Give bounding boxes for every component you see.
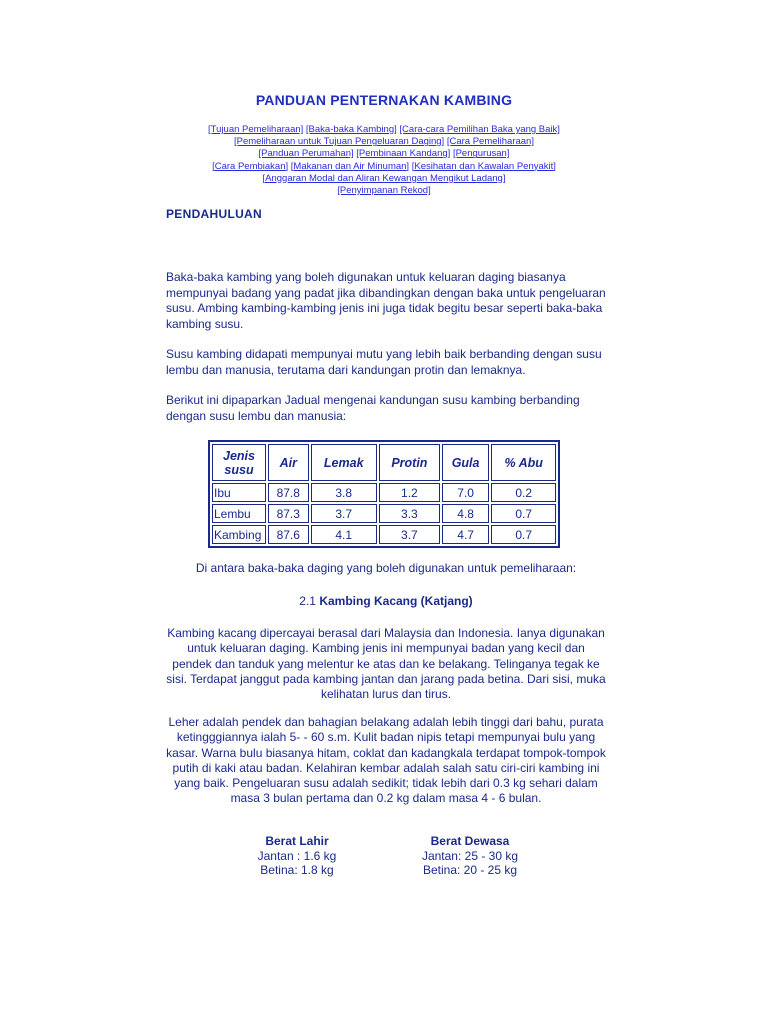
table-cell: 4.1	[311, 525, 377, 544]
nav-row	[0, 124, 768, 136]
column-header: Gula	[442, 444, 490, 481]
breed-heading	[166, 594, 606, 609]
birth-weight	[197, 834, 397, 878]
table-header-row	[212, 444, 556, 481]
table-cell: 0.7	[491, 504, 556, 523]
milk-composition-table	[208, 440, 560, 548]
table-cell: Kambing	[212, 525, 266, 544]
adult-weight-heading: Berat Dewasa	[430, 834, 510, 848]
table-cell: 1.2	[379, 483, 440, 502]
nav-row	[0, 173, 768, 185]
page-title: PANDUAN PENTERNAKAN KAMBING	[255, 92, 513, 108]
table-cell: 87.8	[268, 483, 309, 502]
breed-number: 2.1	[299, 594, 316, 608]
birth-weight-heading: Berat Lahir	[265, 834, 329, 848]
link-makanan-air[interactable]: [Makanan dan Air Minuman]	[290, 160, 410, 172]
table-row	[212, 483, 556, 502]
column-header: % Abu	[491, 444, 556, 481]
column-header: Air	[268, 444, 309, 481]
birth-weight-female: Betina: 1.8 kg	[260, 863, 334, 877]
table-cell: 4.8	[442, 504, 490, 523]
paragraph-intro: Baka-baka kambing yang boleh digunakan untuk keluaran daging biasanya mempunyai badang yang padat jika dibandingkan dengan baka untuk pengeluaran susu. Ambing kambing-kambing jenis ini juga tidak begitu besar seperti baka-baka kambing susu.	[166, 270, 606, 331]
link-pembinaan-kandang[interactable]: [Pembinaan Kandang]	[356, 148, 451, 160]
adult-weight-female: Betina: 20 - 25 kg	[422, 863, 518, 877]
paragraph-table-intro: Berikut ini dipaparkan Jadual mengenai kandungan susu kambing berbanding dengan susu lembu dan manusia:	[166, 393, 580, 423]
nav-row	[0, 161, 768, 173]
link-anggaran-modal[interactable]: [Anggaran Modal dan Aliran Kewangan Mengikut Ladang]	[262, 172, 506, 184]
nav-row	[0, 148, 768, 160]
link-cara-pemilihan-baka[interactable]: [Cara-cara Pemilihan Baka yang Baik]	[399, 124, 560, 135]
table-row	[212, 504, 556, 523]
breeds-intro: Di antara baka-baka daging yang boleh digunakan untuk pemeliharaan:	[195, 561, 577, 575]
link-baka-baka-kambing[interactable]: [Baka-baka Kambing]	[305, 124, 397, 135]
column-header: Lemak	[311, 444, 377, 481]
table-cell: 0.7	[491, 525, 556, 544]
table-cell: 4.7	[442, 525, 490, 544]
paragraph-milk-quality: Susu kambing didapati mempunyai mutu yang lebih baik berbanding dengan susu lembu dan manusia, terutama dari kandungan protin dan lemaknya.	[166, 347, 602, 377]
table-cell: Ibu	[212, 483, 266, 502]
column-header: Jenis susu	[212, 444, 266, 481]
table-cell: 0.2	[491, 483, 556, 502]
column-header: Protin	[379, 444, 440, 481]
table-cell: 3.7	[311, 504, 377, 523]
section-heading: PENDAHULUAN	[166, 207, 262, 221]
table-cell: 3.3	[379, 504, 440, 523]
link-tujuan-pemeliharaan[interactable]: [Tujuan Pemeliharaan]	[208, 124, 304, 135]
breed-name: Kambing Kacang (Katjang)	[319, 594, 473, 608]
nav-row	[0, 136, 768, 148]
weights-block	[0, 834, 768, 894]
table-cell: 3.8	[311, 483, 377, 502]
adult-weight	[370, 834, 570, 878]
table-cell: Lembu	[212, 504, 266, 523]
table-cell: 7.0	[442, 483, 490, 502]
breed-characteristics: Leher adalah pendek dan bahagian belakang adalah lebih tinggi dari bahu, purata ketingggiannya ialah 5- - 60 s.m. Kulit badan nipis tetapi mempunyai bulu yang kasar. Warna bulu biasanya hitam, coklat dan kadangkala terdapat tompok-tompok putih di kaki atau badan. Kelahiran kembar adalah salah satu ciri-ciri kambing ini yang baik. Pengeluaran susu adalah sedikit; tidak lebih dari 0.3 kg sehari dalam masa 3 bulan pertama dan 0.2 kg dalam masa 4 - 6 bulan.	[166, 715, 606, 806]
link-cara-pemeliharaan[interactable]: [Cara Pemeliharaan]	[446, 136, 534, 148]
nav-row	[0, 185, 768, 197]
birth-weight-male: Jantan : 1.6 kg	[257, 848, 337, 863]
nav-links	[0, 124, 768, 197]
adult-weight-male: Jantan: 25 - 30 kg	[421, 848, 519, 863]
link-pemeliharaan-daging[interactable]: [Pemeliharaan untuk Tujuan Pengeluaran Daging]	[234, 136, 445, 148]
breed-description: Kambing kacang dipercayai berasal dari Malaysia dan Indonesia. Ianya digunakan untuk keluaran daging. Kambing jenis ini mempunyai badan yang kecil dan pendek dan tanduk yang melentur ke atas dan ke belakang. Telinganya tegak ke sisi. Terdapat janggut pada kambing jantan dan jarang pada betina. Dari sisi, muka kelihatan lurus dan tirus.	[166, 626, 606, 702]
table-cell: 87.3	[268, 504, 309, 523]
table-row	[212, 525, 556, 544]
link-pengurusan[interactable]: [Pengurusan]	[452, 148, 510, 160]
link-kesihatan-penyakit[interactable]: [Kesihatan dan Kawalan Penyakit]	[411, 160, 556, 172]
link-penyimpanan-rekod[interactable]: [Penyimpanan Rekod]	[337, 185, 431, 197]
link-cara-pembiakan[interactable]: [Cara Pembiakan]	[212, 160, 289, 172]
table-cell: 87.6	[268, 525, 309, 544]
link-panduan-perumahan[interactable]: [Panduan Perumahan]	[258, 148, 354, 160]
table-cell: 3.7	[379, 525, 440, 544]
